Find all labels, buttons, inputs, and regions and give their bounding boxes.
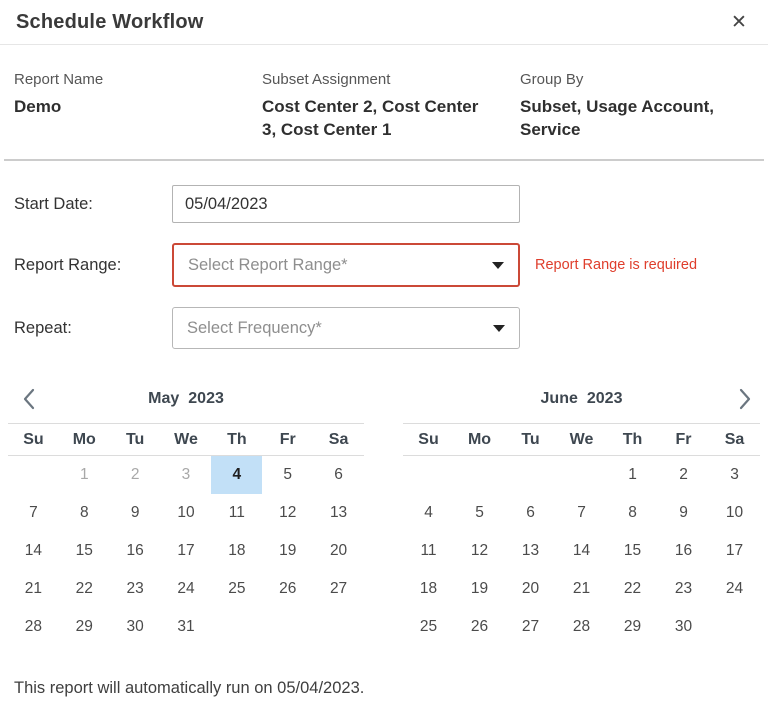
day-cell[interactable]: 1	[628, 466, 637, 483]
weekday-label: Su	[418, 430, 439, 448]
day-cell[interactable]: 9	[679, 504, 688, 521]
day-cell[interactable]: 2	[130, 466, 140, 483]
weekday-label: Tu	[521, 430, 540, 448]
group-by-value: Subset, Usage Account, Service	[520, 97, 714, 139]
day-cell[interactable]: 7	[577, 504, 586, 521]
auto-run-note: This report will automatically run on 05/04/2023.	[14, 679, 365, 697]
chevron-right-icon[interactable]	[732, 386, 758, 412]
weekday-row	[403, 423, 760, 456]
report-range-error: Report Range is required	[535, 257, 698, 273]
calendar-nav	[403, 375, 760, 423]
weekday-label: Sa	[328, 430, 349, 448]
day-cell[interactable]: 16	[126, 542, 144, 559]
day-cell[interactable]: 16	[674, 542, 693, 559]
day-cell[interactable]: 31	[177, 618, 195, 635]
day-cell[interactable]: 8	[79, 504, 89, 521]
weekday-label: Su	[23, 430, 44, 448]
day-cell[interactable]: 13	[521, 542, 540, 559]
day-cell[interactable]: 25	[419, 618, 438, 635]
day-cell[interactable]: 14	[24, 542, 43, 559]
summary-report-name	[14, 71, 262, 141]
day-cell-empty	[709, 608, 760, 646]
day-cell[interactable]: 23	[674, 580, 693, 597]
day-cell[interactable]: 27	[521, 618, 540, 635]
day-cell-empty	[313, 608, 364, 646]
report-range-row	[14, 243, 768, 287]
chevron-down-icon	[493, 325, 505, 332]
day-cell[interactable]: 2	[679, 466, 688, 483]
day-cell[interactable]: 11	[228, 504, 245, 521]
subset-assignment-value: Cost Center 2, Cost Center 3, Cost Center 1	[262, 97, 479, 139]
day-cell-empty	[454, 456, 505, 494]
weekday-label: Fr	[675, 430, 692, 448]
day-cell[interactable]: 10	[177, 504, 195, 521]
repeat-row	[14, 307, 768, 349]
close-icon[interactable]: ✕	[728, 11, 750, 33]
calendar-month-title	[148, 390, 224, 408]
day-cell[interactable]: 12	[279, 504, 297, 521]
day-cell[interactable]: 18	[228, 542, 246, 559]
day-cell-empty	[262, 608, 313, 646]
day-cell[interactable]: 24	[177, 580, 195, 597]
weekday-label: Mo	[467, 430, 492, 448]
day-cell[interactable]: 6	[526, 504, 535, 521]
weekday-label: Sa	[724, 430, 745, 448]
day-cell[interactable]: 28	[572, 618, 591, 635]
weekday-label: We	[174, 430, 198, 448]
day-cell[interactable]: 18	[419, 580, 438, 597]
day-cell[interactable]: 21	[24, 580, 43, 597]
day-cell[interactable]: 11	[420, 542, 437, 559]
chevron-left-icon[interactable]	[16, 386, 42, 412]
day-cell-empty	[556, 456, 607, 494]
day-cell[interactable]: 1	[79, 466, 89, 483]
report-range-placeholder: Select Report Range*	[188, 255, 348, 274]
start-date-input[interactable]	[172, 185, 520, 223]
day-cell[interactable]: 12	[470, 542, 489, 559]
day-cell[interactable]: 19	[470, 580, 489, 597]
calendar-month-title	[541, 390, 623, 408]
day-cell-empty	[211, 608, 262, 646]
weekday-label: Mo	[72, 430, 96, 448]
weekday-label: We	[569, 430, 594, 448]
weekday-label: Tu	[125, 430, 145, 448]
day-cell[interactable]: 9	[130, 504, 140, 521]
day-cell[interactable]: 20	[329, 542, 348, 559]
day-cell[interactable]: 26	[470, 618, 489, 635]
day-cell[interactable]: 23	[126, 580, 144, 597]
schedule-form	[0, 161, 768, 349]
day-cell[interactable]: 8	[628, 504, 637, 521]
day-grid	[403, 456, 760, 646]
calendar-june	[403, 375, 760, 646]
group-by-label: Group By	[520, 71, 584, 88]
repeat-label: Repeat:	[14, 318, 72, 337]
year-label: 2023	[188, 390, 224, 407]
year-label: 2023	[586, 390, 623, 407]
day-cell[interactable]: 17	[177, 542, 195, 559]
month-name: June	[540, 390, 578, 407]
day-cell[interactable]: 22	[623, 580, 642, 597]
day-cell[interactable]: 30	[674, 618, 693, 635]
calendar-nav	[8, 375, 364, 423]
day-cell[interactable]: 3	[730, 466, 739, 483]
day-cell[interactable]: 17	[725, 542, 744, 559]
day-cell[interactable]: 5	[283, 466, 293, 483]
day-cell[interactable]: 14	[572, 542, 591, 559]
weekday-label: Fr	[279, 430, 296, 448]
day-cell-empty	[403, 456, 454, 494]
day-cell[interactable]: 29	[623, 618, 642, 635]
report-range-select[interactable]	[172, 243, 520, 287]
day-cell[interactable]: 24	[725, 580, 744, 597]
day-cell[interactable]: 20	[521, 580, 540, 597]
day-cell[interactable]: 15	[75, 542, 93, 559]
start-date-row	[14, 185, 768, 223]
chevron-down-icon	[492, 262, 504, 269]
day-cell[interactable]: 4	[424, 504, 433, 521]
modal-title: Schedule Workflow	[16, 10, 204, 33]
day-cell[interactable]: 30	[126, 618, 144, 635]
report-name-value: Demo	[14, 97, 62, 116]
day-cell-empty	[505, 456, 556, 494]
day-cell[interactable]: 22	[75, 580, 93, 597]
weekday-label: Th	[227, 430, 247, 448]
day-cell[interactable]: 7	[29, 504, 38, 521]
day-cell[interactable]: 10	[725, 504, 744, 521]
repeat-placeholder: Select Frequency*	[187, 318, 322, 337]
weekday-row	[8, 423, 364, 456]
day-cell[interactable]: 21	[572, 580, 591, 597]
start-date-label: Start Date:	[14, 194, 93, 213]
summary-subset-assignment	[262, 71, 520, 141]
day-cell[interactable]: 5	[475, 504, 484, 521]
repeat-select[interactable]	[172, 307, 520, 349]
modal-header	[0, 0, 768, 45]
month-name: May	[148, 390, 180, 407]
day-cell[interactable]: 4	[211, 456, 262, 494]
day-cell[interactable]: 3	[181, 466, 191, 483]
weekday-label: Th	[622, 430, 643, 448]
workflow-summary	[0, 45, 768, 151]
report-name-label: Report Name	[14, 71, 104, 88]
calendar-may	[8, 375, 364, 646]
day-cell[interactable]: 13	[329, 504, 348, 521]
day-cell[interactable]: 27	[329, 580, 348, 597]
report-range-label: Report Range:	[14, 255, 122, 274]
day-cell[interactable]: 29	[75, 618, 93, 635]
day-cell-empty	[8, 456, 59, 494]
day-cell[interactable]: 15	[623, 542, 642, 559]
day-grid	[8, 456, 364, 646]
day-cell[interactable]: 28	[24, 618, 43, 635]
date-picker	[0, 375, 768, 646]
day-cell[interactable]: 6	[334, 466, 343, 483]
day-cell[interactable]: 25	[228, 580, 246, 597]
day-cell[interactable]: 19	[279, 542, 297, 559]
subset-assignment-label: Subset Assignment	[262, 71, 391, 88]
summary-group-by	[520, 71, 752, 141]
day-cell[interactable]: 26	[279, 580, 297, 597]
